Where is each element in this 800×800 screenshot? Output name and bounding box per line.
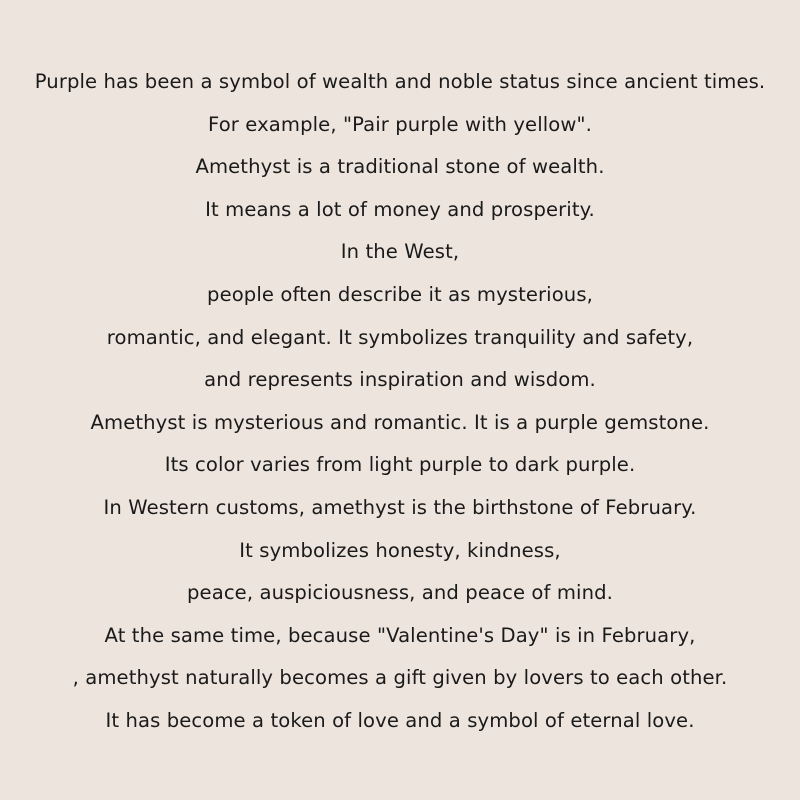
text-line: For example, "Pair purple with yellow".	[208, 112, 592, 136]
text-line: peace, auspiciousness, and peace of mind.	[187, 581, 613, 605]
text-line: romantic, and elegant. It symbolizes tranquility and safety,	[106, 325, 694, 349]
text-line: people often describe it as mysterious,	[207, 282, 593, 306]
text-line: Amethyst is a traditional stone of wealth.	[195, 155, 605, 179]
amethyst-description-text	[0, 61, 800, 743]
text-line: It means a lot of money and prosperity.	[205, 197, 595, 221]
text-line: In Western customs, amethyst is the birthstone of February.	[103, 495, 697, 519]
text-line: Purple has been a symbol of wealth and noble status since ancient times.	[34, 70, 766, 93]
text-line: It symbolizes honesty, kindness,	[239, 538, 561, 562]
text-line: and represents inspiration and wisdom.	[204, 368, 596, 392]
text-line: It has become a token of love and a symbol of eternal love.	[105, 708, 695, 732]
text-line: Its color varies from light purple to dark purple.	[164, 453, 636, 477]
text-line: Amethyst is mysterious and romantic. It is a purple gemstone.	[90, 410, 710, 434]
text-line: In the West,	[340, 240, 460, 264]
text-line: , amethyst naturally becomes a gift given by lovers to each other.	[72, 666, 728, 690]
text-line: At the same time, because "Valentine's Day" is in February,	[104, 623, 696, 647]
